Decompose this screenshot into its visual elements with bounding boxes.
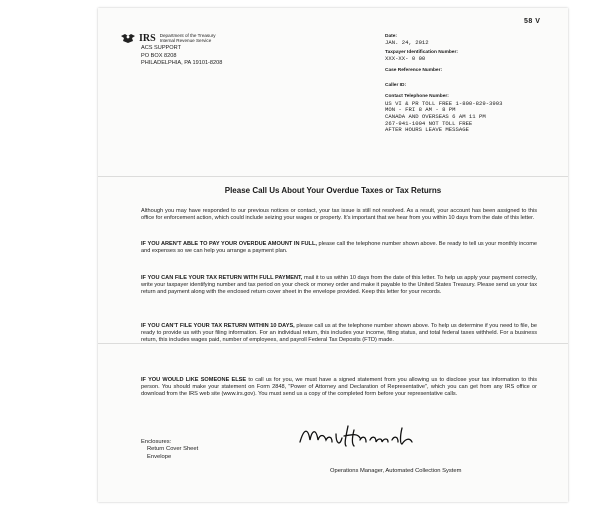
enclosure-item: Envelope: [147, 453, 172, 460]
letter-title: Please Call Us About Your Overdue Taxes or Tax Returns: [224, 186, 442, 195]
contact-line: AFTER HOURS LEAVE MESSAGE: [385, 126, 469, 134]
date-value: JAN. 24, 2012: [385, 39, 429, 47]
case-reference-label: Case Reference Number:: [385, 67, 443, 73]
taxpayer-id-value: XXX-XX- 0 00: [385, 55, 426, 63]
corner-code: 58 V: [524, 18, 541, 25]
address-line: PHILADELPHIA, PA 19101-8208: [141, 60, 223, 66]
paragraph-representative: IF YOU WOULD LIKE SOMEONE ELSE to call us for you, we must have a signed statement from you allowing us to disclose your tax information to this person. You should make your statement on Form 2848, "Power of Attorney and Declaration of Representative", which you can get from any IRS office or download from the IRS web site (www.irs.gov). You must send us a copy of the completed form before your representative calls.: [141, 377, 537, 398]
department-lines: Department of the Treasury Internal Revenue Service: [159, 33, 216, 43]
contact-line: MON - FRI 8 AM - 8 PM: [385, 106, 456, 114]
contact-line: CANADA AND OVERSEAS 6 AM 11 PM: [385, 113, 486, 121]
address-line: PO BOX 8208: [141, 52, 177, 59]
paragraph-full-payment: IF YOU CAN FILE YOUR TAX RETURN WITH FULL PAYMENT, mail it to us within 10 days from the date of this letter. To help us apply your payment correctly, write your taxpayer identifying number and tax period on your check or money order and make it payable to the United States Treasury. Please send us your tax return and payment along with the enclosed return cover sheet in the envelope provided. Keep this letter for your records.: [141, 275, 537, 296]
signature-image: [296, 420, 446, 454]
contact-line: 267-941-1004 NOT TOLL FREE: [385, 119, 473, 127]
address-line: ACS SUPPORT: [141, 45, 181, 51]
enclosures-block: [141, 439, 198, 461]
paragraph-payment-plan: IF YOU AREN'T ABLE TO PAY YOUR OVERDUE AMOUNT IN FULL, please call the telephone number shown above. Be ready to tell us your monthly income and expenses so we can help you arrange a payment plan.: [141, 241, 537, 255]
paragraph-cannot-file: IF YOU CAN'T FILE YOUR TAX RETURN WITHIN 10 DAYS, please call us at the telephone number shown above. To help us determine if you need to file, be ready to provide us with your filing information. For an individual return, this includes your income, filing status, and total federal taxes withheld. For a business return, this includes wages paid, number of employees, and payroll Federal Tax Deposits (FTD) made.: [141, 323, 537, 344]
sender-address: [141, 45, 222, 68]
letter-info-block: [385, 34, 503, 134]
date-label: Date:: [385, 34, 397, 39]
paragraph-intro: Although you may have responded to our previous notices or contact, your tax issue is still not resolved. As a result, your account has been assigned to this office for enforcement action, which could include seizing your wages or property. It's important that we hear from you within 10 days from the date of this letter.: [141, 208, 537, 222]
eagle-icon: [120, 32, 136, 44]
fold-line-top: [98, 176, 568, 177]
enclosures-label: Enclosures:: [141, 439, 172, 445]
caller-id-label: Caller ID:: [385, 83, 407, 89]
enclosure-item: Return Cover Sheet: [147, 446, 199, 453]
agency-wordmark: IRS: [139, 32, 156, 44]
signer-title: Operations Manager, Automated Collection System: [330, 468, 462, 474]
contact-line: US VI & PR TOLL FREE 1-800-829-3903: [385, 99, 503, 107]
contact-phone-label: Contact Telephone Number:: [385, 94, 449, 100]
irs-logo: [120, 32, 216, 44]
taxpayer-id-label: Taxpayer Identification Number:: [385, 49, 458, 55]
